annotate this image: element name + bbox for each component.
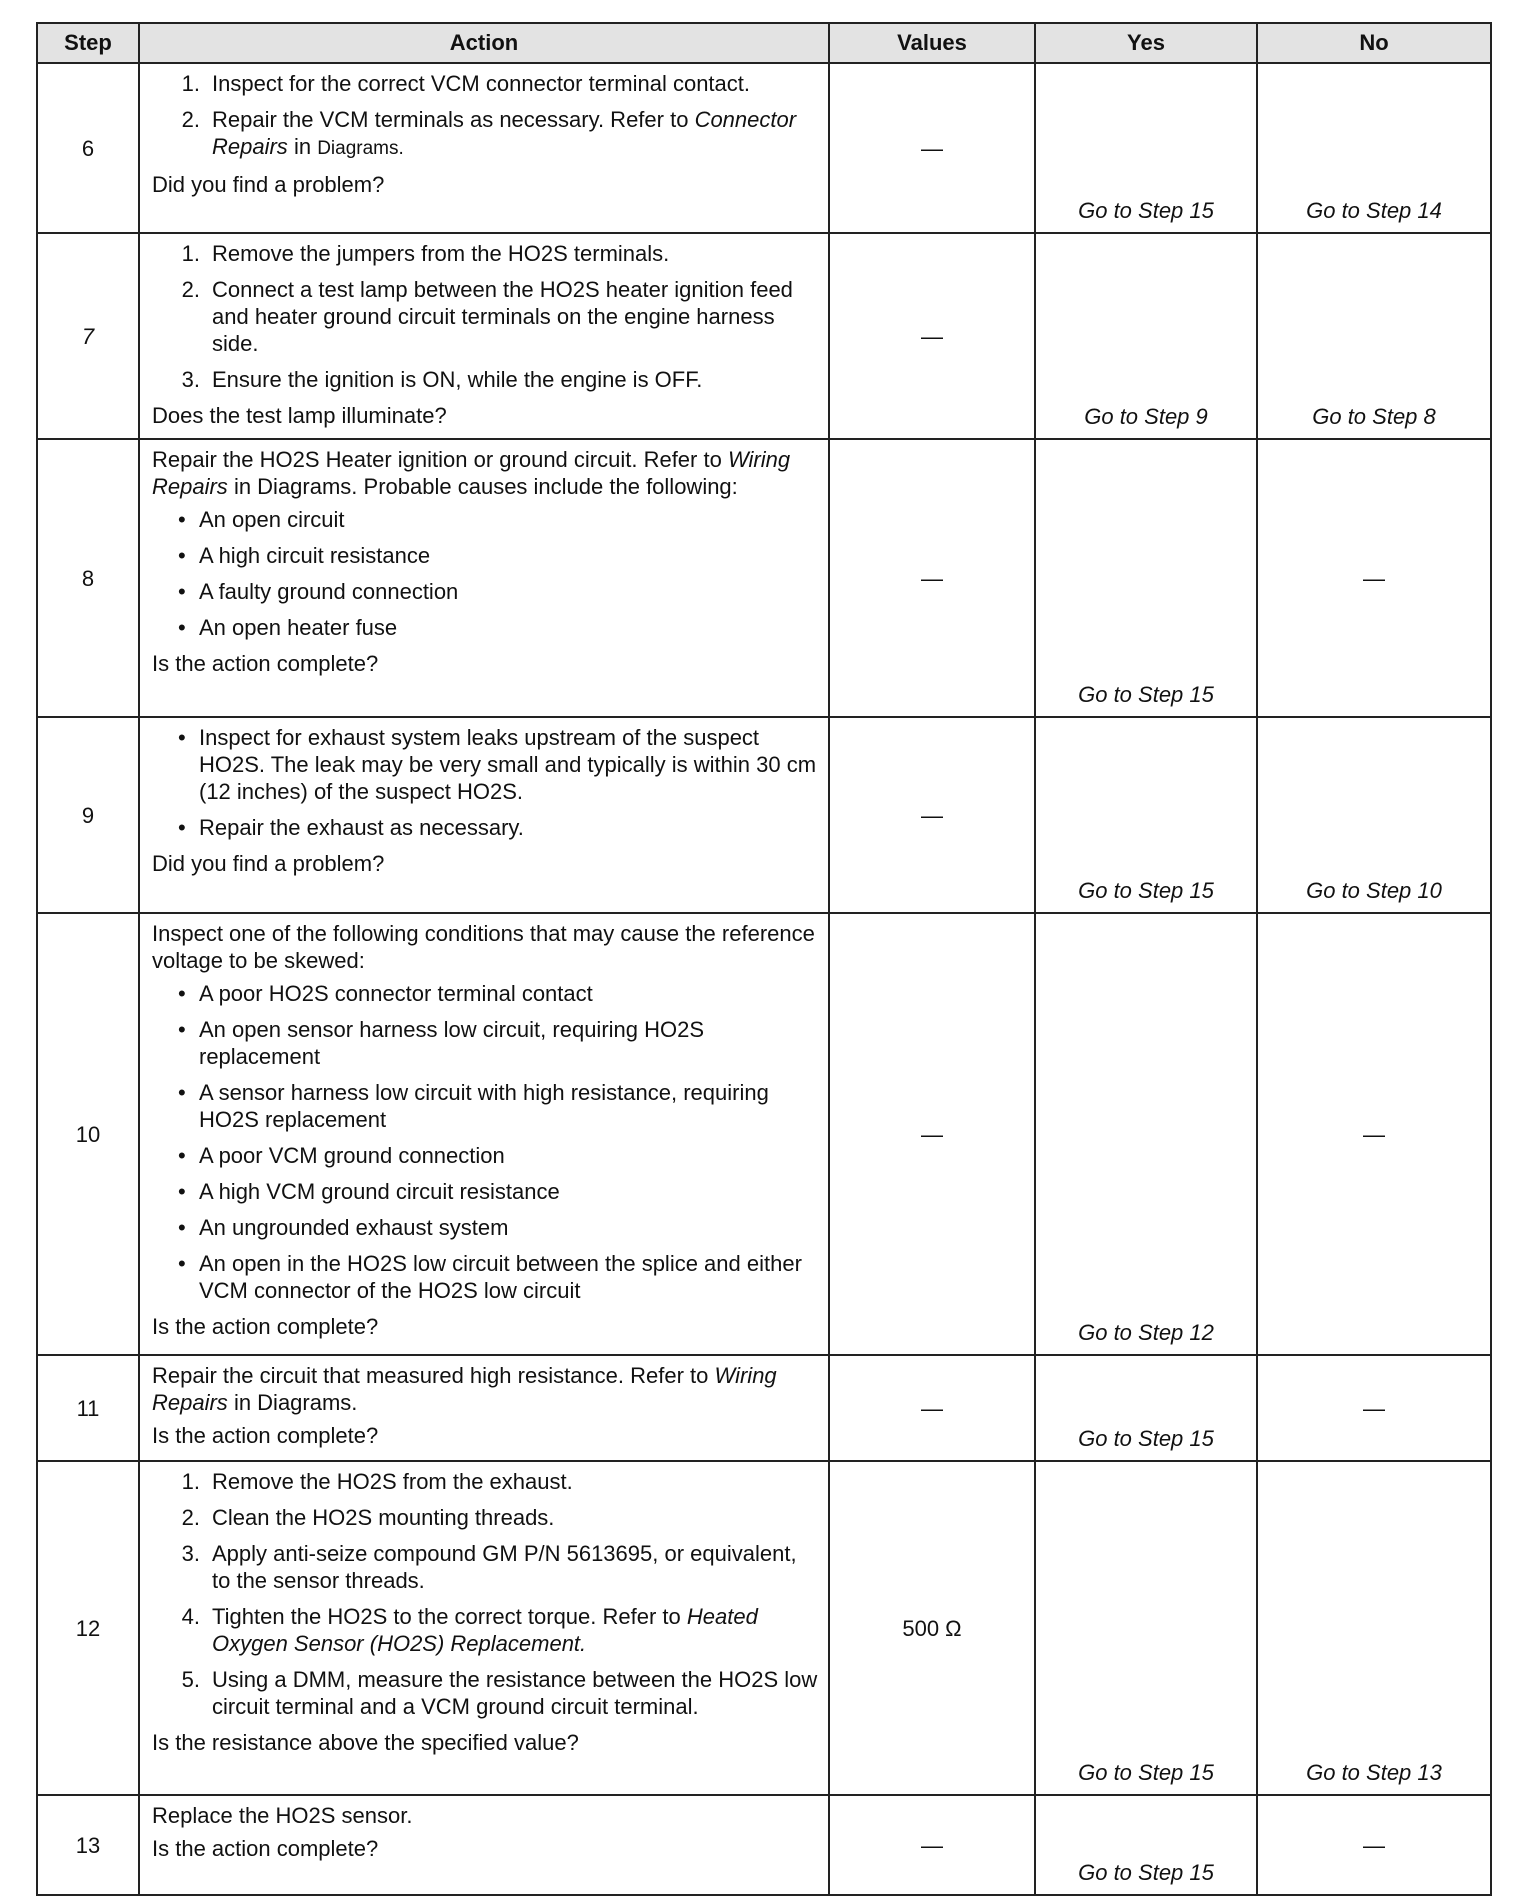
list-item-text: Tighten the HO2S to the correct torque. Refer to bbox=[212, 1604, 681, 1629]
action-cell bbox=[139, 717, 829, 913]
intro-text bbox=[152, 446, 820, 500]
numbered-list bbox=[152, 240, 820, 393]
list-item: 2. Connect a test lamp between the HO2S heater ignition feed and heater ground circuit terminals on the engine harness side. bbox=[181, 277, 793, 356]
list-item: 1. Remove the HO2S from the exhaust. bbox=[181, 1469, 573, 1494]
bullet-list bbox=[152, 724, 820, 841]
step-number: 6 bbox=[37, 63, 139, 233]
table-row-step-6 bbox=[37, 63, 1491, 233]
bullet-list bbox=[152, 506, 820, 641]
list-item-text: Apply anti-seize compound GM P/N 5613695, or equivalent, to the sensor threads. bbox=[212, 1541, 797, 1593]
list-item-text: A sensor harness low circuit with high resistance, requiring HO2S replacement bbox=[199, 1080, 769, 1132]
step-number: 11 bbox=[37, 1355, 139, 1461]
list-item: • Inspect for exhaust system leaks upstream of the suspect HO2S. The leak may be very small and typically is within 30 cm (12 inches) of the suspect HO2S. bbox=[178, 725, 817, 804]
reference-tail: in bbox=[293, 134, 312, 159]
table-row-step-13 bbox=[37, 1795, 1491, 1895]
list-item: 2. Clean the HO2S mounting threads. bbox=[181, 1505, 555, 1530]
reference-location: Diagrams. bbox=[317, 138, 404, 159]
reference-tail: in Diagrams. bbox=[233, 1390, 358, 1415]
list-item: • A poor VCM ground connection bbox=[178, 1143, 505, 1168]
list-item-text: An open circuit bbox=[199, 507, 345, 532]
step-number: 13 bbox=[37, 1795, 139, 1895]
action-cell bbox=[139, 439, 829, 717]
yes-result: Go to Step 15 bbox=[1035, 1795, 1257, 1895]
value-dash: — bbox=[829, 717, 1035, 913]
list-item: 4. Tighten the HO2S to the correct torque. Refer to Heated Oxygen Sensor (HO2S) Replacement. bbox=[181, 1604, 758, 1656]
list-item-text: Using a DMM, measure the resistance between the HO2S low circuit terminal and a VCM ground circuit terminal. bbox=[212, 1667, 818, 1719]
step-number: 8 bbox=[37, 439, 139, 717]
list-item-text: An open heater fuse bbox=[199, 615, 398, 640]
question-text: Did you find a problem? bbox=[152, 172, 385, 197]
step-number: 9 bbox=[37, 717, 139, 913]
value-dash: — bbox=[829, 913, 1035, 1355]
table-row-step-9 bbox=[37, 717, 1491, 913]
list-item: • A poor HO2S connector terminal contact bbox=[178, 981, 593, 1006]
list-item: • A high VCM ground circuit resistance bbox=[178, 1179, 560, 1204]
step-number: 10 bbox=[37, 913, 139, 1355]
yes-result: Go to Step 12 bbox=[1035, 913, 1257, 1355]
yes-result: Go to Step 15 bbox=[1035, 717, 1257, 913]
action-cell bbox=[139, 233, 829, 439]
specified-value: 500 Ω bbox=[829, 1461, 1035, 1795]
step-number: 7 bbox=[37, 233, 139, 439]
list-item-text: An ungrounded exhaust system bbox=[199, 1215, 509, 1240]
table-row-step-10 bbox=[37, 913, 1491, 1355]
no-result-dash: — bbox=[1257, 1355, 1491, 1461]
table-row-step-11 bbox=[37, 1355, 1491, 1461]
no-result: Go to Step 10 bbox=[1257, 717, 1491, 913]
list-item-text: A high circuit resistance bbox=[199, 543, 431, 568]
list-item-text: Repair the exhaust as necessary. bbox=[199, 815, 524, 840]
action-cell bbox=[139, 913, 829, 1355]
no-result-dash: — bbox=[1257, 439, 1491, 717]
list-item-text: Clean the HO2S mounting threads. bbox=[212, 1505, 555, 1530]
list-item: • A high circuit resistance bbox=[178, 543, 431, 568]
intro-continuation: Probable causes include the following: bbox=[363, 474, 738, 499]
list-item: • An open heater fuse bbox=[178, 615, 398, 640]
list-item-text: A poor VCM ground connection bbox=[199, 1143, 505, 1168]
reference-link-text: Wiring Repairs bbox=[152, 1363, 777, 1415]
list-item: • A sensor harness low circuit with high resistance, requiring HO2S replacement bbox=[178, 1080, 769, 1132]
action-cell bbox=[139, 63, 829, 233]
question-text: Did you find a problem? bbox=[152, 851, 385, 876]
table-row-step-12 bbox=[37, 1461, 1491, 1795]
intro-sentence: Repair the circuit that measured high resistance. Refer to bbox=[152, 1363, 709, 1388]
list-item: • Repair the exhaust as necessary. bbox=[178, 815, 524, 840]
bullet-list bbox=[152, 980, 820, 1304]
intro-text bbox=[152, 1362, 820, 1416]
diagnostic-table bbox=[36, 22, 1492, 1896]
list-item-text: Inspect for exhaust system leaks upstream of the suspect HO2S. The leak may be very small and typically is within 30 cm (12 inches) of the suspect HO2S. bbox=[199, 725, 817, 804]
list-item-text: An open in the HO2S low circuit between the splice and either VCM connector of the HO2S low circuit bbox=[199, 1251, 802, 1303]
question-text: Is the action complete? bbox=[152, 651, 379, 676]
list-item-text: Repair the VCM terminals as necessary. Refer to bbox=[212, 107, 689, 132]
list-item-text: Remove the jumpers from the HO2S terminals. bbox=[212, 241, 670, 266]
header-step: Step bbox=[37, 23, 139, 63]
question-text: Is the action complete? bbox=[152, 1423, 379, 1448]
list-item-text: Inspect for the correct VCM connector terminal contact. bbox=[212, 71, 751, 96]
list-item: • An open circuit bbox=[178, 507, 345, 532]
list-item: • A faulty ground connection bbox=[178, 579, 459, 604]
question-text: Does the test lamp illuminate? bbox=[152, 403, 447, 428]
list-item-text: Ensure the ignition is ON, while the engine is OFF. bbox=[212, 367, 703, 392]
intro-text: Replace the HO2S sensor. bbox=[152, 1803, 413, 1828]
numbered-list bbox=[152, 1468, 820, 1720]
value-dash: — bbox=[829, 1355, 1035, 1461]
list-item-text: An open sensor harness low circuit, requiring HO2S replacement bbox=[199, 1017, 705, 1069]
value-dash: — bbox=[829, 63, 1035, 233]
no-result: Go to Step 13 bbox=[1257, 1461, 1491, 1795]
yes-result: Go to Step 9 bbox=[1035, 233, 1257, 439]
list-item-text: A poor HO2S connector terminal contact bbox=[199, 981, 593, 1006]
reference-link-text: Connector Repairs bbox=[212, 107, 797, 159]
list-item-text: A high VCM ground circuit resistance bbox=[199, 1179, 560, 1204]
intro-text: Inspect one of the following conditions that may cause the reference voltage to be skewed: bbox=[152, 921, 815, 973]
value-dash: — bbox=[829, 1795, 1035, 1895]
list-item-text: Connect a test lamp between the HO2S heater ignition feed and heater ground circuit terminals on the engine harness side. bbox=[212, 277, 793, 356]
numbered-list bbox=[152, 70, 820, 162]
question-text: Is the resistance above the specified value? bbox=[152, 1730, 579, 1755]
reference-link-text: Wiring Repairs bbox=[152, 447, 791, 499]
list-item: 1. Inspect for the correct VCM connector terminal contact. bbox=[181, 71, 751, 96]
action-cell bbox=[139, 1795, 829, 1895]
action-cell bbox=[139, 1461, 829, 1795]
action-cell bbox=[139, 1355, 829, 1461]
yes-result: Go to Step 15 bbox=[1035, 1461, 1257, 1795]
step-number: 12 bbox=[37, 1461, 139, 1795]
value-dash: — bbox=[829, 233, 1035, 439]
yes-result: Go to Step 15 bbox=[1035, 439, 1257, 717]
list-item: 3. Ensure the ignition is ON, while the engine is OFF. bbox=[181, 367, 703, 392]
question-text: Is the action complete? bbox=[152, 1314, 379, 1339]
table-row-step-7 bbox=[37, 233, 1491, 439]
header-row bbox=[37, 23, 1491, 63]
header-action: Action bbox=[139, 23, 829, 63]
list-item: 3. Apply anti-seize compound GM P/N 5613695, or equivalent, to the sensor threads. bbox=[181, 1541, 797, 1593]
intro-sentence: Repair the HO2S Heater ignition or ground circuit. Refer to bbox=[152, 447, 722, 472]
header-values: Values bbox=[829, 23, 1035, 63]
list-item-text: A faulty ground connection bbox=[199, 579, 459, 604]
list-item: • An open in the HO2S low circuit between the splice and either VCM connector of the HO2S low circuit bbox=[178, 1251, 802, 1303]
list-item: 1. Remove the jumpers from the HO2S terminals. bbox=[181, 241, 670, 266]
header-no: No bbox=[1257, 23, 1491, 63]
no-result: Go to Step 14 bbox=[1257, 63, 1491, 233]
list-item: • An ungrounded exhaust system bbox=[178, 1215, 509, 1240]
list-item-text: Remove the HO2S from the exhaust. bbox=[212, 1469, 573, 1494]
yes-result: Go to Step 15 bbox=[1035, 1355, 1257, 1461]
question-text: Is the action complete? bbox=[152, 1836, 379, 1861]
reference-tail: in Diagrams. bbox=[233, 474, 358, 499]
table-row-step-8 bbox=[37, 439, 1491, 717]
reference-link-text: Heated Oxygen Sensor (HO2S) Replacement. bbox=[212, 1604, 758, 1656]
list-item: 5. Using a DMM, measure the resistance between the HO2S low circuit terminal and a VCM ground circuit terminal. bbox=[181, 1667, 818, 1719]
yes-result: Go to Step 15 bbox=[1035, 63, 1257, 233]
list-item: • An open sensor harness low circuit, requiring HO2S replacement bbox=[178, 1017, 705, 1069]
header-yes: Yes bbox=[1035, 23, 1257, 63]
list-item: 2. Repair the VCM terminals as necessary. Refer to Connector Repairs in Diagrams. bbox=[181, 107, 797, 159]
no-result: Go to Step 8 bbox=[1257, 233, 1491, 439]
no-result-dash: — bbox=[1257, 913, 1491, 1355]
no-result-dash: — bbox=[1257, 1795, 1491, 1895]
value-dash: — bbox=[829, 439, 1035, 717]
